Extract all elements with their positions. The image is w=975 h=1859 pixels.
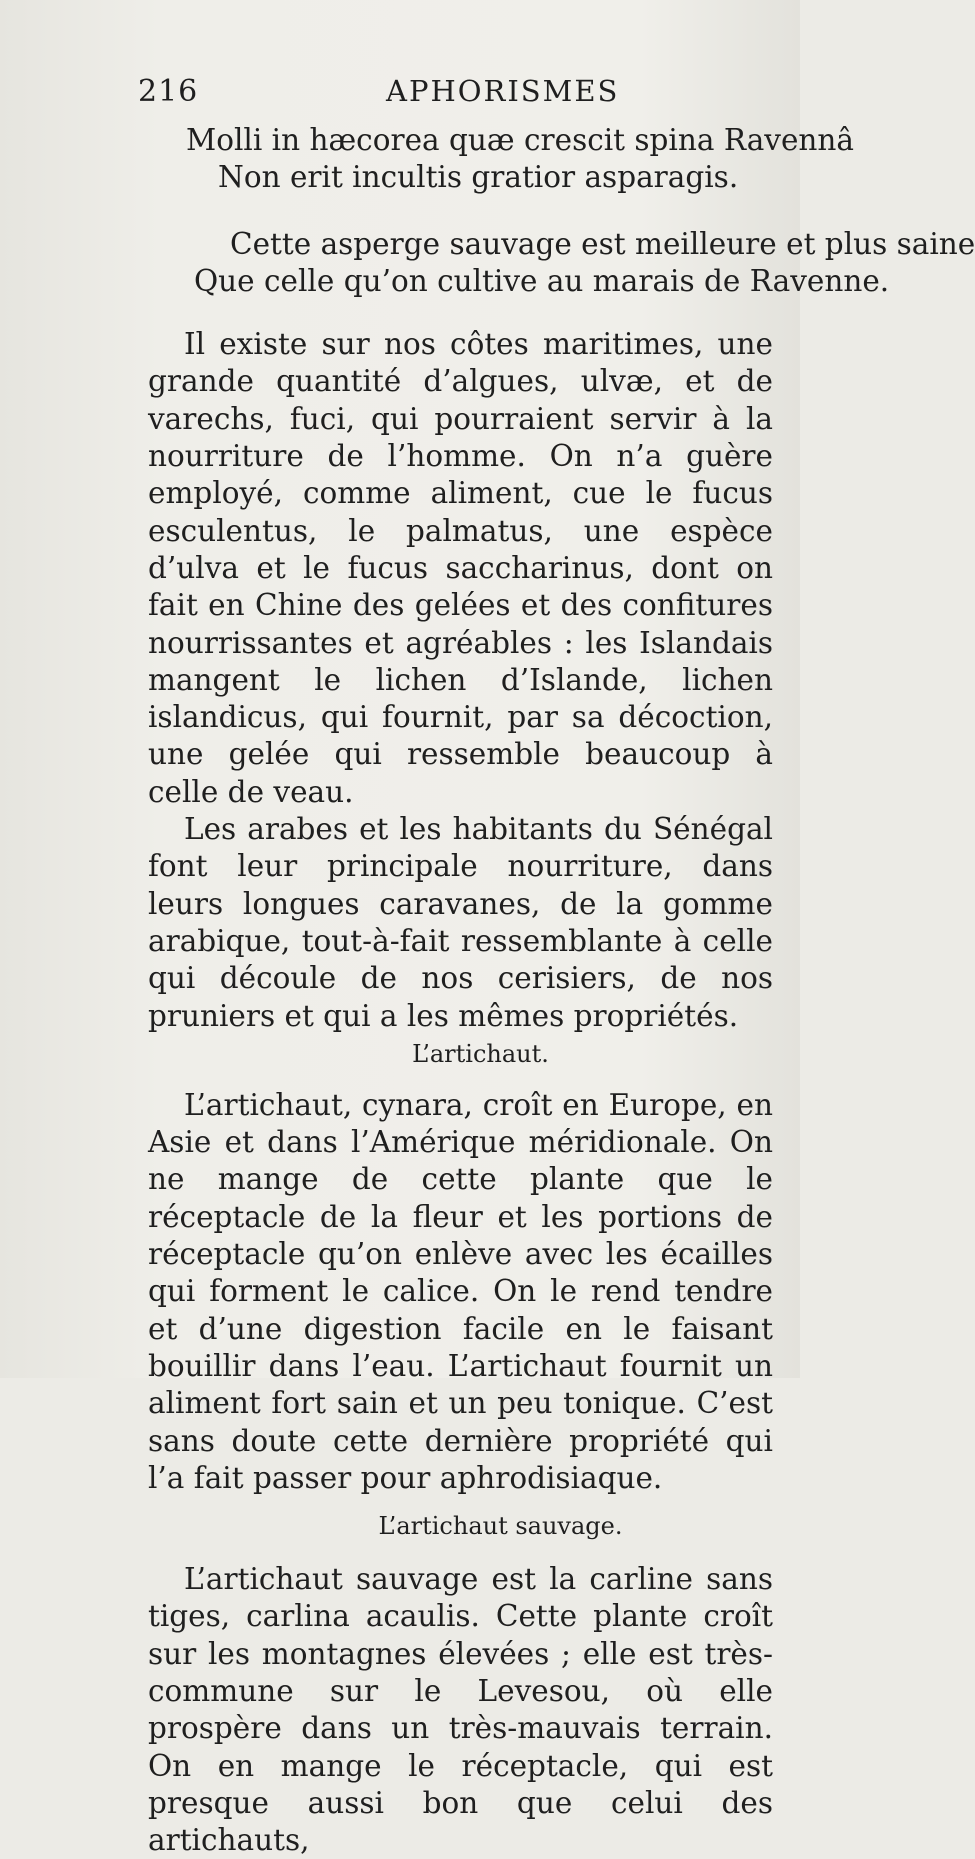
page-number: 216 bbox=[138, 74, 199, 109]
body-text bbox=[148, 122, 975, 1859]
paragraph-gomme-arabique: Les arabes et les habitants du Sénégal font leur principale nourriture, dans leurs longues caravanes, de la gomme arabique, tout-à-fait ressemblante à celle qui découle de nos cerisiers, de nos pruniers et qui a les mêmes propriétés. bbox=[148, 812, 773, 1033]
section-heading-artichaut: L’artichaut. bbox=[412, 1039, 549, 1068]
french-verse-line-1: Cette asperge sauvage est meilleure et plus saine bbox=[230, 226, 975, 261]
french-verse-line-2: Que celle qu’on cultive au marais de Ravenne. bbox=[194, 263, 890, 298]
paragraph-artichaut: L’artichaut, cynara, croît en Europe, en Asie et dans l’Amérique méridionale. On ne mange de cette plante que le réceptacle de la fleur et les portions de réceptacle qu’on enlève avec les écailles qui forment le calice. On le rend tendre et d’une digestion facile en le faisant bouillir dans l’eau. L’artichaut fournit un aliment fort sain et un peu tonique. C’est sans doute cette dernière propriété qui l’a fait passer pour aphrodisiaque. bbox=[148, 1087, 773, 1495]
paragraph-artichaut-sauvage: L’artichaut sauvage est la carline sans tiges, carlina acaulis. Cette plante croît sur les montagnes élevées ; elle est très-commune sur le Levesou, où elle prospère dans un très-mauvais terrain. On en mange le réceptacle, qui est presque aussi bon que celui des artichauts, bbox=[148, 1562, 773, 1858]
section-heading-artichaut-sauvage: L’artichaut sauvage. bbox=[378, 1512, 623, 1541]
latin-verse-line-1: Molli in hæcorea quæ crescit spina Ravennâ bbox=[186, 123, 854, 157]
page-header bbox=[138, 74, 738, 114]
running-head: APHORISMES bbox=[386, 74, 620, 108]
paragraph-algues: Il existe sur nos côtes maritimes, une grande quantité d’algues, ulvæ, et de varechs, fuci, qui pourraient servir à la nourriture de l’homme. On n’a guère employé, comme aliment, cue le fucus esculentus, le palmatus, une espèce d’ulva et le fucus saccharinus, dont on fait en Chine des gelées et des confitures nourrissantes et agréables : les Islandais mangent le lichen d’Islande, lichen islandicus, qui fournit, par sa décoction, une gelée qui ressemble beaucoup à celle de veau. bbox=[148, 327, 773, 809]
latin-verse-line-2: Non erit incultis gratior asparagis. bbox=[218, 160, 739, 195]
